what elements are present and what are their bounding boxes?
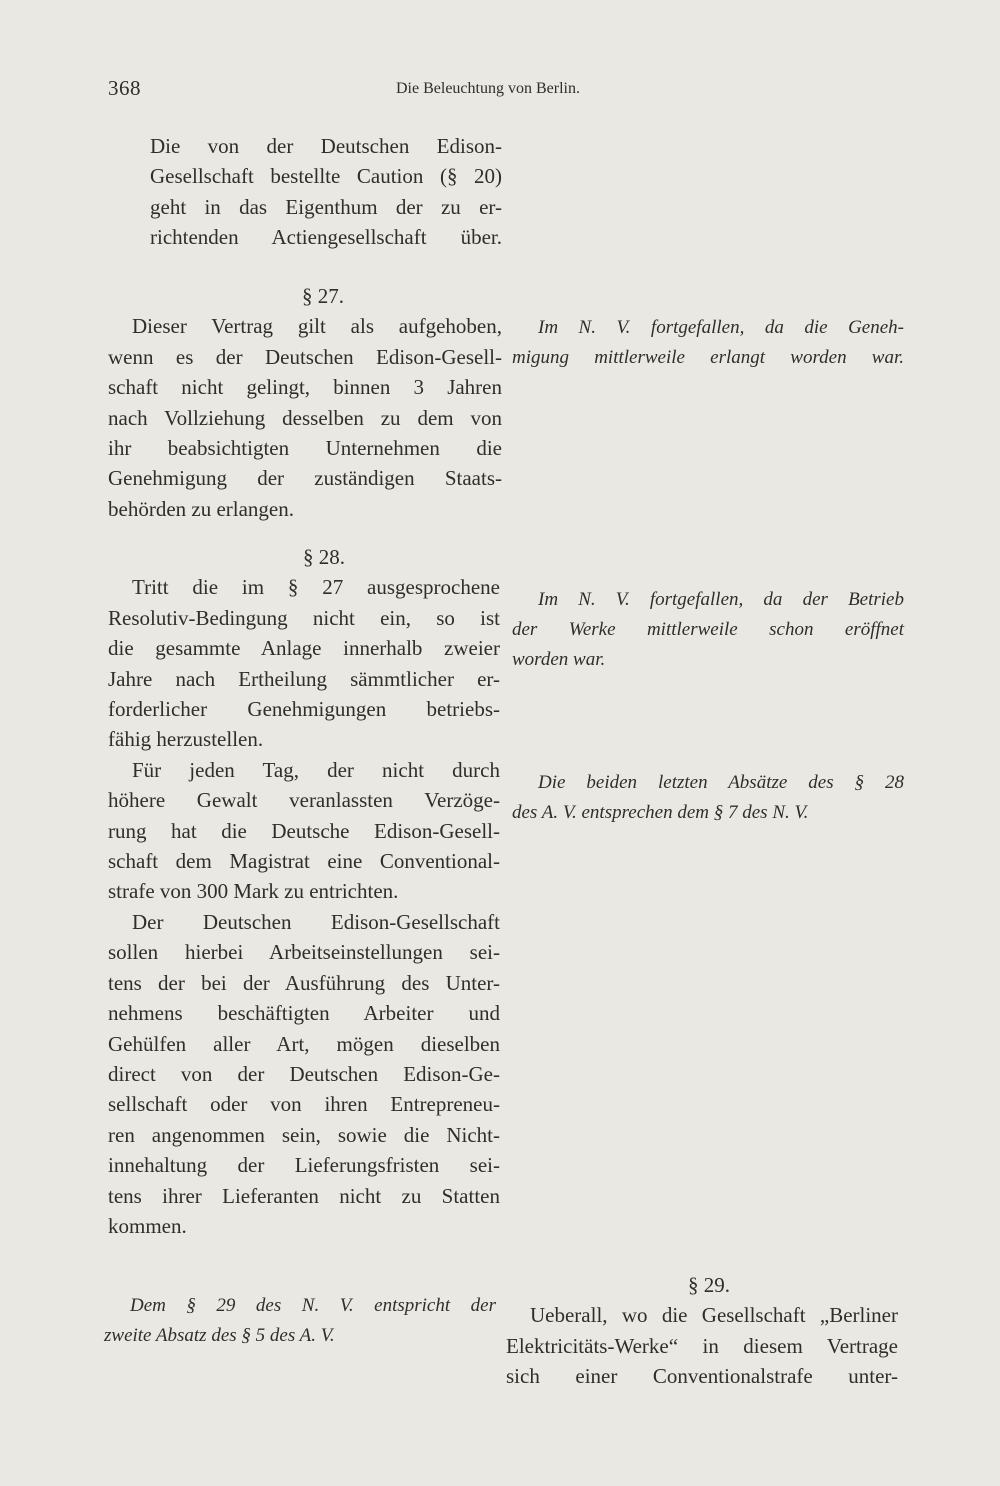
intro-paragraph — [150, 131, 502, 253]
section-27-note — [512, 313, 904, 373]
text-line: ihr beabsichtigten Unternehmen die — [108, 436, 502, 461]
text-line: direct von der Deutschen Edison-Ge- — [108, 1061, 500, 1086]
section-heading: § 28. — [303, 545, 345, 569]
text-line: innehaltung der Lieferungsfristen sei- — [108, 1153, 500, 1178]
section-heading: § 27. — [302, 284, 344, 308]
section-28-note-2 — [512, 768, 904, 828]
text-line: tens ihrer Lieferanten nicht zu Statten — [108, 1183, 500, 1208]
text-line: nach Vollziehung desselben zu dem von — [108, 405, 502, 430]
note-line: Die beiden letzten Absätze des § 28 — [538, 772, 904, 793]
text-line: Tritt die im § 27 ausgesprochene — [132, 575, 500, 600]
note-line: Im N. V. fortgefallen, da der Betrieb — [538, 589, 904, 610]
text-line: Elektricitäts-Werke“ in diesem Vertrage — [506, 1333, 898, 1358]
text-line: geht in das Eigenthum der zu er- — [150, 194, 502, 219]
text-line: Die von der Deutschen Edison- — [150, 134, 502, 158]
section-heading: § 29. — [688, 1273, 730, 1297]
note-line: der Werke mittlerweile schon eröffnet — [512, 619, 904, 640]
section-28 — [108, 542, 500, 1241]
text-line: wenn es der Deutschen Edison-Gesell- — [108, 344, 502, 369]
section-27 — [108, 281, 502, 524]
note-line: des A. V. entsprechen dem § 7 des N. V. — [512, 802, 809, 823]
running-title: Die Beleuchtung von Berlin. — [396, 80, 580, 97]
text-line: Ueberall, wo die Gesellschaft „Berliner — [530, 1303, 898, 1328]
text-line: die gesammte Anlage innerhalb zweier — [108, 636, 500, 661]
text-line: Jahre nach Ertheilung sämmtlicher er- — [108, 666, 500, 691]
text-line: forderlicher Genehmigungen betriebs- — [108, 697, 500, 722]
note-line: zweite Absatz des § 5 des A. V. — [104, 1325, 335, 1346]
text-line: schaft dem Magistrat eine Conventional- — [108, 849, 500, 874]
text-line: Resolutiv-Bedingung nicht ein, so ist — [108, 605, 500, 630]
note-line: worden war. — [512, 649, 606, 670]
text-line: sich einer Conventionalstrafe unter- — [506, 1364, 898, 1389]
text-line: sollen hierbei Arbeitseinstellungen sei- — [108, 940, 500, 965]
text-line: Der Deutschen Edison-Gesellschaft — [132, 909, 500, 934]
text-line: kommen. — [108, 1213, 187, 1238]
note-line: Im N. V. fortgefallen, da die Geneh- — [538, 317, 904, 338]
text-line: Gesellschaft bestellte Caution (§ 20) — [150, 164, 502, 189]
text-line: nehmens beschäftigten Arbeiter und — [108, 1001, 500, 1026]
text-line: Für jeden Tag, der nicht durch — [132, 757, 500, 782]
text-line: sellschaft oder von ihren Entrepreneu- — [108, 1092, 500, 1117]
section-28-note-1 — [512, 585, 904, 675]
page-number: 368 — [108, 76, 141, 100]
text-line: ren angenommen sein, sowie die Nicht- — [108, 1122, 500, 1147]
text-line: fähig herzustellen. — [108, 727, 264, 752]
text-line: strafe von 300 Mark zu entrichten. — [108, 879, 399, 904]
note-line: migung mittlerweile erlangt worden war. — [512, 347, 904, 368]
text-line: Genehmigung der zuständigen Staats- — [108, 466, 502, 491]
text-line: Gehülfen aller Art, mögen dieselben — [108, 1031, 500, 1056]
text-line: tens der bei der Ausführung des Unter- — [108, 970, 500, 995]
text-line: behörden zu erlangen. — [108, 496, 294, 521]
text-line: rung hat die Deutsche Edison-Gesell- — [108, 818, 500, 843]
text-line: schaft nicht gelingt, binnen 3 Jahren — [108, 375, 502, 400]
section-29-note — [104, 1291, 496, 1351]
text-line: höhere Gewalt veranlassten Verzöge- — [108, 788, 500, 813]
note-line: Dem § 29 des N. V. entspricht der — [130, 1295, 496, 1316]
text-line: richtenden Actiengesellschaft über. — [150, 225, 502, 250]
text-line: Dieser Vertrag gilt als aufgehoben, — [132, 314, 502, 339]
section-29 — [506, 1270, 898, 1392]
